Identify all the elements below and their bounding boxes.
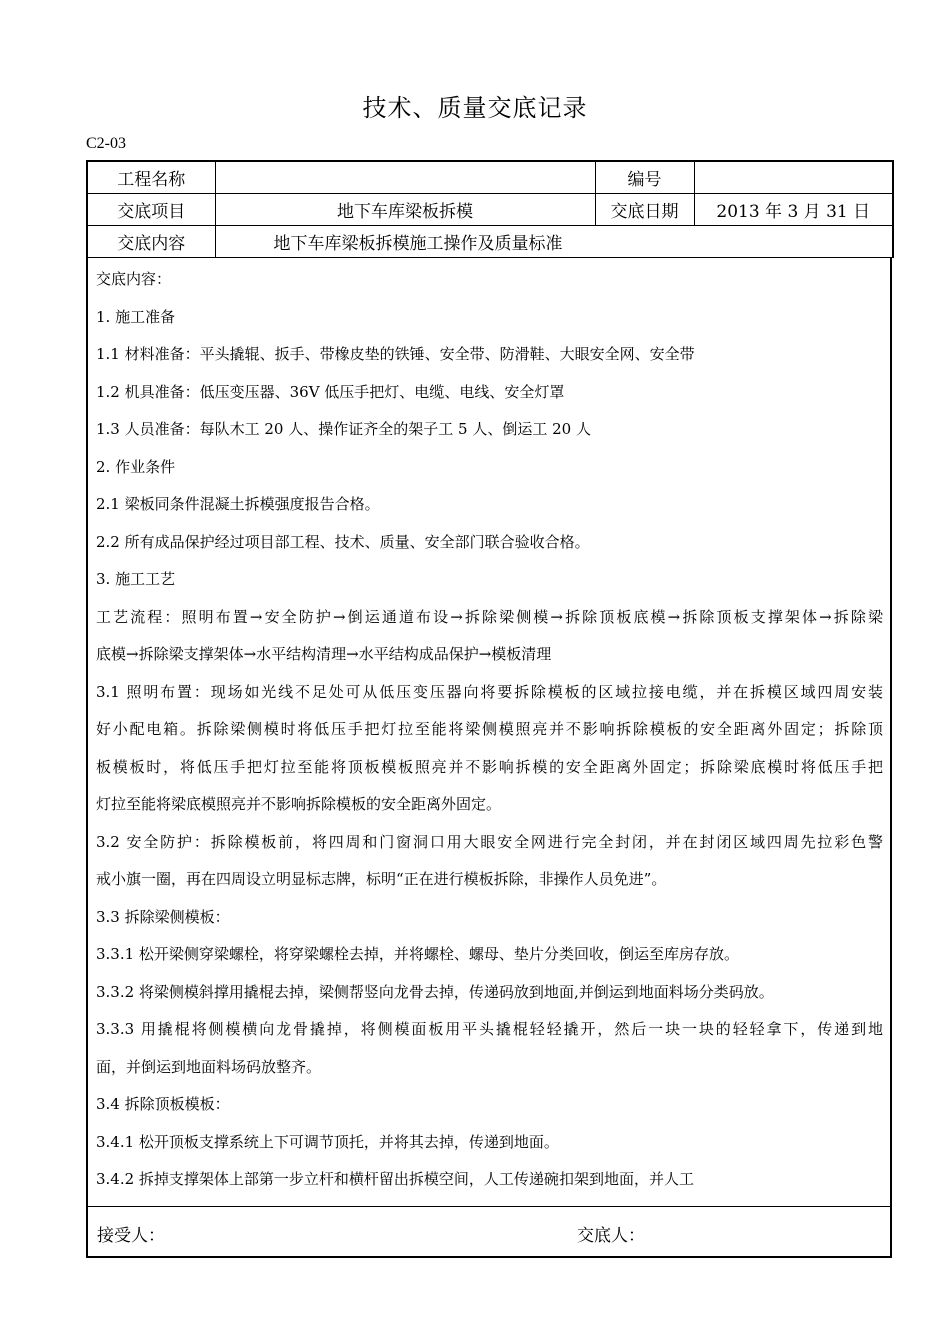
body-line: 2.1 梁板同条件混凝土拆模强度报告合格。 — [96, 495, 380, 513]
signature-row — [86, 1206, 892, 1258]
body-line: 2.2 所有成品保护经过项目部工程、技术、质量、安全部门联合验收合格。 — [96, 532, 590, 551]
presenter-label: 交底人： — [577, 1226, 645, 1246]
content-label: 交底内容 — [87, 226, 215, 258]
date-value: 2013 年 3 月 31 日 — [694, 194, 893, 226]
body-line: 3.2 安全防护：拆除模板前，将四周和门窗洞口用大眼安全网进行完全封闭，并在封闭区域四周先拉彩色警 — [96, 832, 883, 851]
body-line: 板模板时，将低压手把灯拉至能将顶板模板照亮并不影响拆模的安全距离外固定；拆除梁底模时将低压手把 — [96, 757, 883, 776]
item-value: 地下车库梁板拆模 — [215, 194, 595, 226]
item-label: 交底项目 — [87, 194, 215, 226]
body-line: 1. 施工准备 — [96, 307, 176, 326]
header-table — [86, 160, 894, 258]
body-line: 面，并倒运到地面料场码放整齐。 — [96, 1057, 322, 1076]
header-row-item — [87, 194, 893, 226]
body-line: 3.4.1 松开顶板支撑系统上下可调节顶托，并将其去掉，传递到地面。 — [96, 1132, 559, 1151]
body-line: 灯拉至能将梁底模照亮并不影响拆除模板的安全距离外固定。 — [96, 795, 502, 813]
header-row-project — [87, 161, 893, 194]
date-label: 交底日期 — [595, 194, 694, 226]
receiver-label: 接受人： — [97, 1226, 165, 1246]
body-line: 戒小旗一圈，再在四周设立明显标志牌，标明“正在进行模板拆除，非操作人员免进”。 — [96, 870, 667, 888]
number-value — [694, 161, 893, 194]
body-line: 3.1 照明布置：现场如光线不足处可从低压变压器向将要拆除模板的区域拉接电缆，并在拆模区域四周安装 — [96, 682, 883, 701]
project-name-label: 工程名称 — [87, 161, 215, 194]
body-line: 底模→拆除梁支撑架体→水平结构清理→水平结构成品保护→模板清理 — [96, 645, 552, 663]
body-line: 3.4 拆除顶板模板： — [96, 1095, 230, 1113]
body-line: 3.3.1 松开梁侧穿梁螺栓，将穿梁螺栓去掉，并将螺栓、螺母、垫片分类回收，倒运至库房存放。 — [96, 945, 739, 963]
body-line: 3.4.2 拆掉支撑架体上部第一步立杆和横杆留出拆模空间，人工传递碗扣架到地面，并人工 — [96, 1170, 694, 1188]
body-line: 2. 作业条件 — [96, 457, 176, 476]
body-line: 交底内容： — [96, 270, 172, 288]
body-line: 工艺流程：照明布置→安全防护→倒运通道布设→拆除梁侧模→拆除顶板底模→拆除顶板支撑架体→拆除梁 — [96, 607, 883, 626]
body-line: 1.3 人员准备：每队木工 20 人、操作证齐全的架子工 5 人、倒运工 20 人 — [96, 420, 591, 438]
body-line: 3. 施工工艺 — [96, 570, 176, 588]
body-line: 好小配电箱。拆除梁侧模时将低压手把灯拉至能将梁侧模照亮并不影响拆除模板的安全距离外固定；拆除顶 — [96, 720, 883, 738]
number-label: 编号 — [595, 161, 694, 194]
header-row-content — [87, 226, 893, 258]
body-line: 3.3 拆除梁侧模板： — [96, 907, 230, 926]
document-title: 技术、质量交底记录 — [362, 94, 588, 122]
body-line: 1.1 材料准备：平头撬辊、扳手、带橡皮垫的铁锤、安全带、防滑鞋、大眼安全网、安全带 — [96, 345, 695, 363]
body-line: 3.3.2 将梁侧模斜撑用撬棍去掉，梁侧帮竖向龙骨去掉，传递码放到地面,并倒运到地面料场分类码放。 — [96, 982, 774, 1001]
body-line: 3.3.3 用撬棍将侧模横向龙骨撬掉，将侧模面板用平头撬棍轻轻撬开，然后一块一块的轻轻拿下，传递到地 — [96, 1020, 883, 1038]
disclosure-body — [86, 257, 892, 1206]
content-value: 地下车库梁板拆模施工操作及质量标准 — [215, 226, 893, 258]
body-line: 1.2 机具准备：低压变压器、36V 低压手把灯、电缆、电线、安全灯罩 — [96, 382, 565, 401]
project-name-value — [215, 161, 595, 194]
form-code: C2-03 — [86, 135, 126, 152]
